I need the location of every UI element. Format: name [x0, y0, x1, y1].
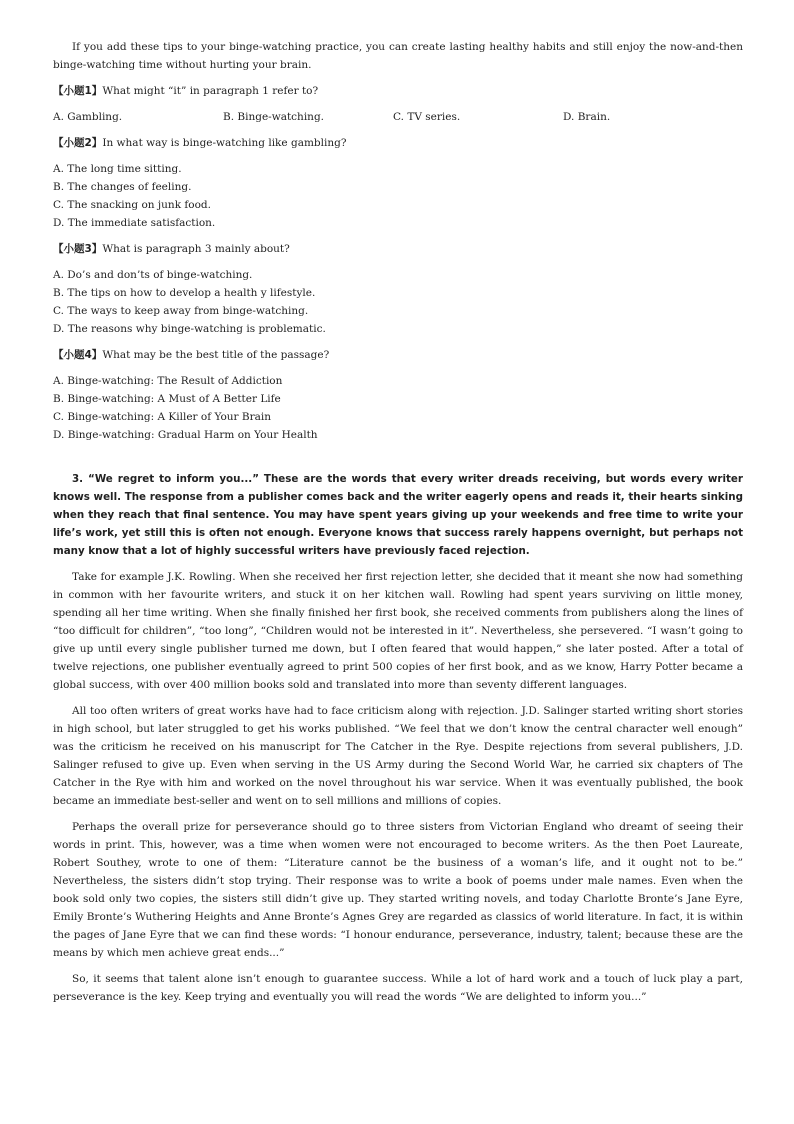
question-4-option-b[interactable]: B. Binge-watching: A Must of A Better Life: [53, 393, 281, 405]
question-4-option-c[interactable]: C. Binge-watching: A Killer of Your Brain: [53, 411, 272, 423]
question-3: [53, 240, 743, 338]
question-4-text: What may be the best title of the passage?: [102, 349, 330, 361]
intro-paragraph: If you add these tips to your binge-watching practice, you can create lasting healthy habits and still enjoy the now-and-then binge-watching time without hurting your brain.: [53, 41, 743, 71]
question-1-tag: 【小题1】: [53, 85, 103, 97]
passage-3-paragraph-3: Perhaps the overall prize for perseverance should go to three sisters from Victorian England who dreamt of seeing their words in print. This, however, was a time when women were not encouraged to become writers. As the then Poet Laureate, Robert Southey, wrote to one of them: “Literature cannot be the business of a woman’s life, and it ought not to be.” Nevertheless, the sisters didn’t stop trying. Their response was to write a book of poems under male names. Even when the book sold only two copies, the sisters still didn’t give up. They started writing novels, and today Charlotte Bronte’s Jane Eyre, Emily Bronte’s Wuthering Heights and Anne Bronte’s Agnes Grey are regarded as classics of world literature. In fact, it is within the pages of Jane Eyre that we can find these words: “I honour endurance, perseverance, industry, talent; because these are the means by which men achieve great ends...”: [53, 821, 743, 959]
passage-3-paragraph-1: Take for example J.K. Rowling. When she received her first rejection letter, she decided that it meant she now had something in common with her favourite writers, and stuck it on her kitchen wall. Rowling had spent years surviving on little money, spending all her time writing. When she finally finished her first book, she received comments from publishers along the lines of “too difficult for children”, “too long”, “Children would not be interested in it”. Nevertheless, she persevered. “I wasn’t going to give up until every single publisher turned me down, but I often feared that would happen,” she later posted. After a total of twelve rejections, one publisher eventually agreed to print 500 copies of her first book, and as we know, Harry Potter became a global success, with over 400 million books sold and translated into more than seventy different languages.: [53, 571, 743, 691]
question-2-option-b[interactable]: B. The changes of feeling.: [53, 181, 192, 193]
question-2-text: In what way is binge-watching like gambling?: [102, 137, 347, 149]
passage-3-paragraph-2: All too often writers of great works have had to face criticism along with rejection. J.D. Salinger started writing short stories in high school, but later struggled to get his works published. “We feel that we don’t know the central character well enough” was the criticism he received on his manuscript for The Catcher in the Rye. Despite rejections from several publishers, J.D. Salinger refused to give up. Even when serving in the US Army during the Second World War, he carried six chapters of The Catcher in the Rye with him and worked on the novel throughout his war service. When it was eventually published, the book became an immediate best-seller and went on to sell millions and millions of copies.: [53, 705, 743, 807]
passage-3-lead: 3. “We regret to inform you...” These are the words that every writer dreads receiving, but words every writer knows well. The response from a publisher comes back and the writer eagerly opens and reads it, their hearts sinking when they reach that final sentence. You may have spent years giving up your weekends and free time to write your life’s work, yet still this is often not enough. Everyone knows that success rarely happens overnight, but perhaps not many know that a lot of highly successful writers have previously faced rejection.: [53, 473, 743, 557]
question-4-tag: 【小题4】: [53, 349, 103, 361]
question-1-option-a[interactable]: A. Gambling.: [53, 111, 123, 123]
question-3-option-d[interactable]: D. The reasons why binge-watching is problematic.: [53, 323, 326, 335]
question-4-option-a[interactable]: A. Binge-watching: The Result of Addiction: [53, 375, 283, 387]
question-3-option-c[interactable]: C. The ways to keep away from binge-watching.: [53, 305, 309, 317]
question-2-option-d[interactable]: D. The immediate satisfaction.: [53, 217, 216, 229]
question-1-options: [53, 108, 743, 126]
question-4: [53, 346, 743, 444]
question-2: [53, 134, 743, 232]
question-1-option-d[interactable]: D. Brain.: [563, 111, 611, 123]
question-3-text: What is paragraph 3 mainly about?: [102, 243, 290, 255]
document-page: [53, 38, 743, 1014]
question-3-tag: 【小题3】: [53, 243, 103, 255]
question-2-option-a[interactable]: A. The long time sitting.: [53, 163, 182, 175]
question-1-option-b[interactable]: B. Binge-watching.: [223, 111, 325, 123]
question-2-tag: 【小题2】: [53, 137, 103, 149]
question-3-option-a[interactable]: A. Do’s and don’ts of binge-watching.: [53, 269, 253, 281]
section-spacer: [53, 444, 743, 470]
question-1-text: What might “it” in paragraph 1 refer to?: [102, 85, 319, 97]
question-2-option-c[interactable]: C. The snacking on junk food.: [53, 199, 211, 211]
question-4-option-d[interactable]: D. Binge-watching: Gradual Harm on Your Health: [53, 429, 318, 441]
question-1: [53, 82, 743, 126]
question-3-option-b[interactable]: B. The tips on how to develop a health y lifestyle.: [53, 287, 316, 299]
passage-3: [53, 470, 743, 1006]
question-1-option-c[interactable]: C. TV series.: [393, 111, 461, 123]
passage-3-paragraph-4: So, it seems that talent alone isn’t enough to guarantee success. While a lot of hard work and a touch of luck play a part, perseverance is the key. Keep trying and eventually you will read the words “We are delighted to inform you...”: [53, 973, 743, 1003]
